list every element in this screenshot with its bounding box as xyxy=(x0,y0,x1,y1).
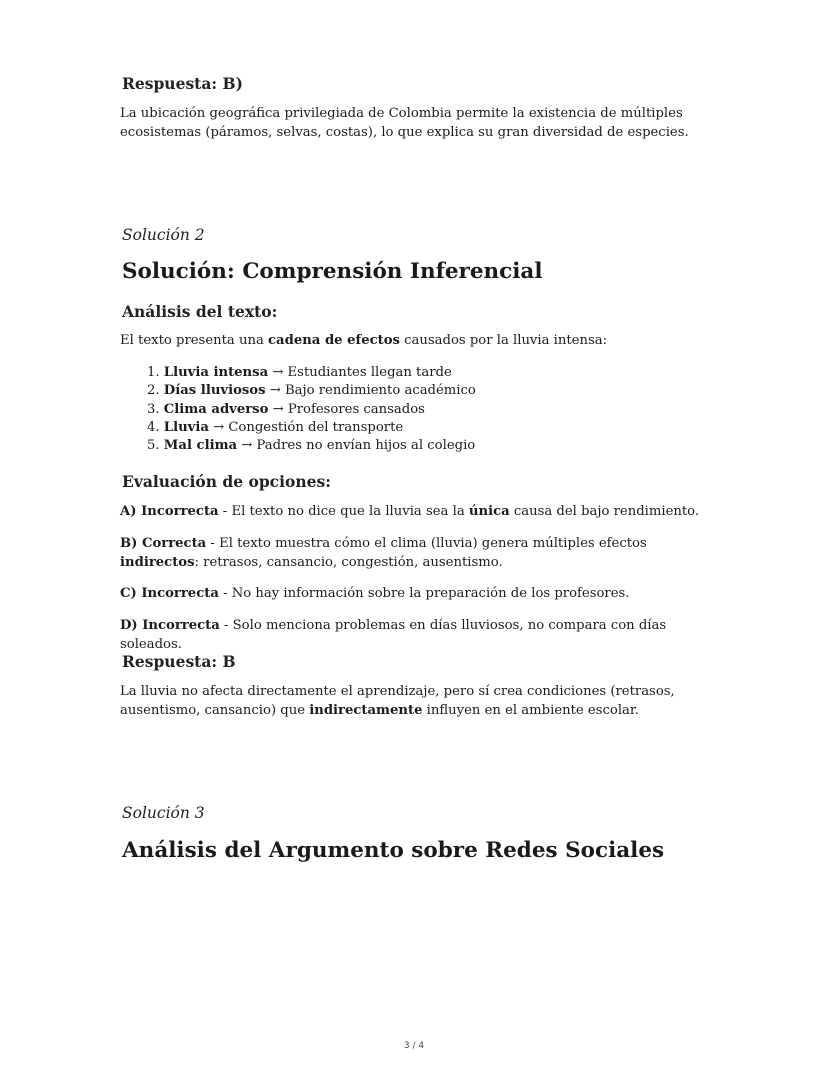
answer-heading: Respuesta: B) xyxy=(122,74,243,93)
option-c: C) Incorrecta - No hay información sobre la preparación de los profesores. xyxy=(120,586,630,601)
answer-paragraph: La lluvia no afecta directamente el aprendizaje, pero sí crea condiciones (retrasos, ausentismo, cansancio) que indirectamente influyen en el ambiente escolar. xyxy=(120,684,675,718)
list-item: 2. Días lluviosos → Bajo rendimiento académico xyxy=(147,383,476,399)
solution-title: Análisis del Argumento sobre Redes Sociales xyxy=(122,838,665,863)
list-item: 4. Lluvia → Congestión del transporte xyxy=(147,419,404,435)
page-number: 3 / 4 xyxy=(403,1041,425,1051)
option-d: D) Incorrecta - Solo menciona problemas en días lluviosos, no compara con días soleados. xyxy=(120,618,667,652)
option-b: B) Correcta - El texto muestra cómo el clima (lluvia) genera múltiples efectos indirectos: retrasos, cansancio, congestión, ausentismo. xyxy=(120,536,647,570)
evaluation-heading: Evaluación de opciones: xyxy=(122,472,331,491)
answer-paragraph: La ubicación geográfica privilegiada de Colombia permite la existencia de múltiples ecosistemas (páramos, selvas, costas), lo que explica su gran diversidad de especies. xyxy=(120,106,689,140)
list-item: 1. Lluvia intensa → Estudiantes llegan tarde xyxy=(147,365,452,380)
analysis-intro: El texto presenta una cadena de efectos causados por la lluvia intensa: xyxy=(120,333,608,348)
analysis-heading: Análisis del texto: xyxy=(122,302,278,321)
solution-kicker: Solución 2 xyxy=(122,226,205,244)
list-item: 5. Mal clima → Padres no envían hijos al colegio xyxy=(147,438,476,454)
solution-title: Solución: Comprensión Inferencial xyxy=(122,259,543,284)
option-a: A) Incorrecta - El texto no dice que la lluvia sea la única causa del bajo rendimiento. xyxy=(120,504,700,519)
list-item: 3. Clima adverso → Profesores cansados xyxy=(147,401,425,417)
effects-list xyxy=(147,364,476,455)
solution-kicker: Solución 3 xyxy=(122,804,205,822)
answer-heading: Respuesta: B xyxy=(122,652,236,671)
